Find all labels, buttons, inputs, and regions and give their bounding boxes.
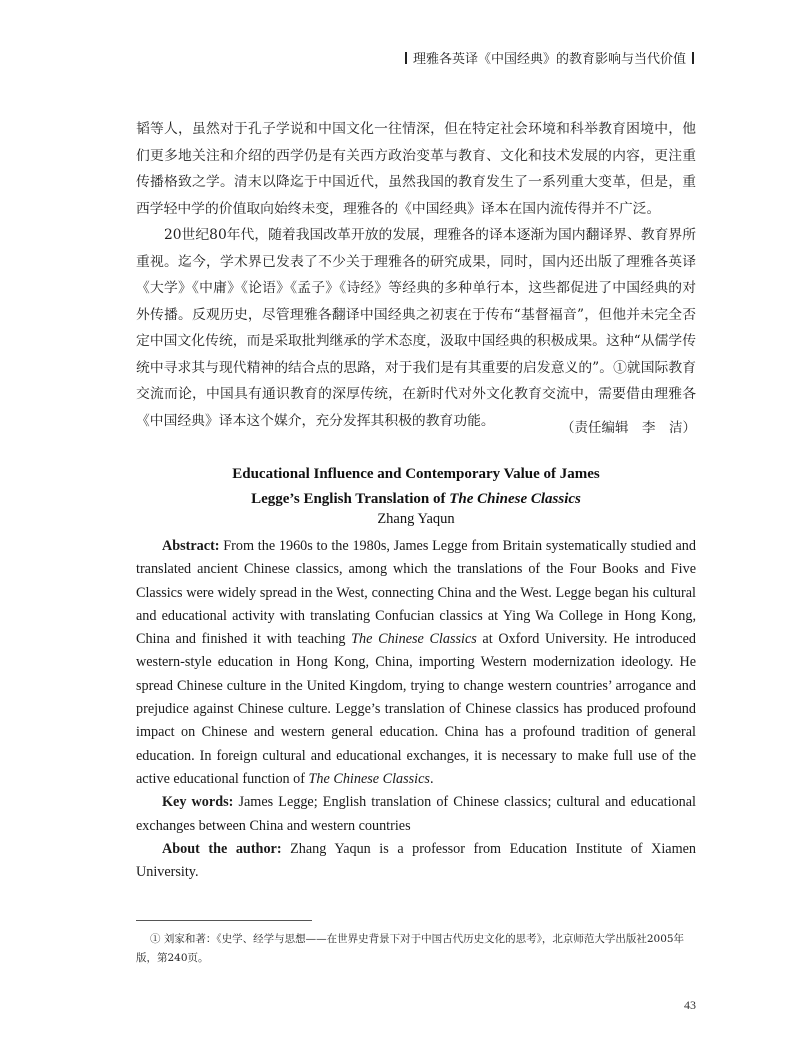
editor-note: （责任编辑 李 洁） [561,420,696,436]
abstract-end: . [429,770,434,787]
running-title: 理雅各英译《中国经典》的教育影响与当代价值 [412,52,686,67]
chinese-body [136,116,696,434]
abstract-text-1: From the 1960s to the 1980s, James Legge from Britain systematically studied and translated ancient Chinese classics, among which the translations of the Four Books and Five Classics were widely spread in the West, connecting China and the West. Legge began his cultural and educational activity with translating Confucian classics at Ying Wa College in Hong Kong, China and finished it with teaching [136,538,696,648]
english-body [136,535,696,884]
keywords-paragraph [136,791,696,838]
about-author-paragraph [136,838,696,885]
abstract-italic-1: The Chinese Classics [351,631,477,648]
about-author-text: Zhang Yaqun is a professor from Education Institute of Xiamen University. [136,840,696,881]
footnote-text: ① 刘家和著：《史学、经学与思想——在世界史背景下对于中国古代历史文化的思考》，北京师范大学出版社2005年版，第240页。 [136,933,685,964]
keywords-label: Key words: [162,794,234,811]
header-bar-right [692,52,694,64]
chinese-paragraph-1: 韬等人，虽然对于孔子学说和中国文化一往情深，但在特定社会环境和科举教育困境中，他们更多地关注和介绍的西学仍是有关西方政治变革与教育、文化和技术发展的内容，更注重传播格致之学。清末以降迄于中国近代，虽然我国的教育发生了一系列重大变革，但是，重西学轻中学的价值取向始终未变，理雅各的《中国经典》译本在国内流传得并不广泛。 [136,121,696,217]
abstract-text-2: at Oxford University. He introduced western-style education in Hong Kong, China, importing Western modernization ideology. He spread Chinese culture in the United Kingdom, trying to change western countries’ arrogance and prejudice against Chinese culture. Legge’s translation of Chinese classics has produced profound impact on Chinese and western general education. China has a profound tradition of general education. In foreign cultural and educational exchanges, it is necessary to make full use of the active educational function of [136,631,696,787]
english-title-line-1: Educational Influence and Contemporary Value of James [232,466,600,482]
header-bar-left [405,52,407,64]
page-number: 43 [684,998,696,1012]
abstract-italic-2: The Chinese Classics [308,770,430,787]
abstract-paragraph [136,535,696,791]
abstract-label: Abstract: [162,538,220,554]
chinese-paragraph-2: 20世纪80年代，随着我国改革开放的发展，理雅各的译本逐渐为国内翻译界、教育界所重视。迄今，学术界已发表了不少关于理雅各的研究成果，同时，国内还出版了理雅各英译《大学》《中庸》《论语》《孟子》《诗经》等经典的多种单行本，这些都促进了中国经典的对外传播。反观历史，尽管理雅各翻译中国经典之初衷在于传布“基督福音”，但他并未完全否定中国文化传统，而是采取批判继承的学术态度，汲取中国经典的积极成果。这种“从儒学传统中寻求其与现代精神的结合点的思路，对于我们是有其重要的启发意义的”。①就国际教育交流而论，中国具有通识教育的深厚传统，在新时代对外文化教育交流中，需要借由理雅各《中国经典》译本这个媒介，充分发挥其积极的教育功能。 [136,227,696,429]
english-title-line-2-prefix: Legge’s English Translation of [251,491,450,507]
about-author-label: About the author: [162,840,282,857]
running-header [399,48,700,67]
english-author: Zhang Yaqun [377,511,455,527]
english-title [136,462,696,512]
footnote-divider [136,920,312,921]
english-title-line-2-italic: The Chinese Classics [449,491,581,507]
footnote [136,930,696,968]
keywords-text: James Legge; English translation of Chinese classics; cultural and educational exchanges between China and western countries [136,794,696,834]
